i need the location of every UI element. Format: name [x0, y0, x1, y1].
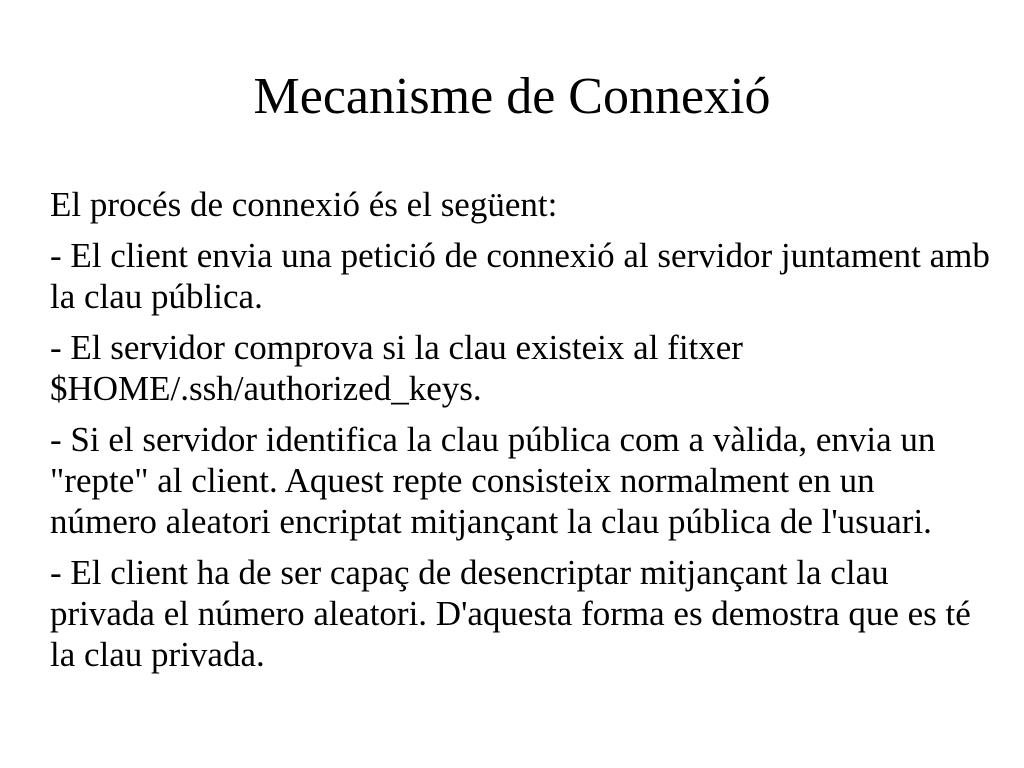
paragraph-challenge: - Si el servidor identifica la clau pública com a vàlida, envia un "repte" al client. Aquest repte consisteix normalment en un número aleatori encriptat mitjançant la clau pública de l'usuari.: [50, 420, 936, 541]
paragraph-intro: El procés de connexió és el següent:: [50, 185, 558, 224]
paragraph-server-check: - El servidor comprova si la clau existeix al fitxer $HOME/.ssh/authorized_keys.: [50, 328, 743, 408]
slide-body: [50, 184, 990, 685]
slide-title: Mecanisme de Connexió: [253, 68, 771, 125]
paragraph-client-decrypt: - El client ha de ser capaç de desencriptar mitjançant la clau privada el número aleatori. D'aquesta forma es demostra que es té la clau privada.: [50, 553, 971, 674]
paragraph-client-request: - El client envia una petició de connexió al servidor juntament amb la clau pública.: [50, 236, 990, 316]
